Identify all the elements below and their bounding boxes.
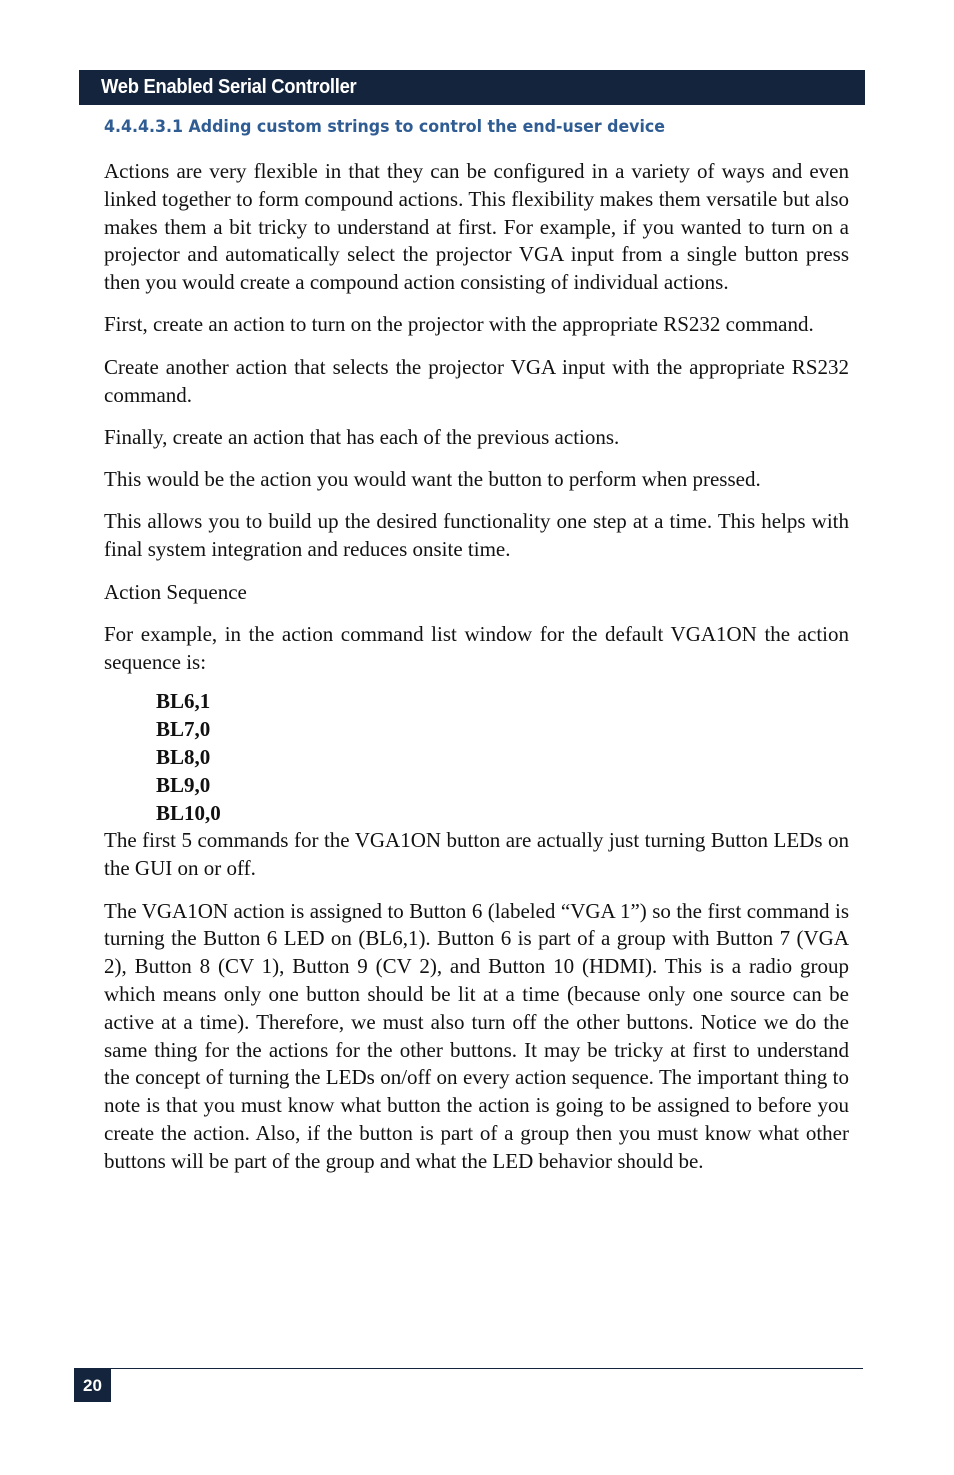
header-bar [79,70,865,105]
command-item: BL8,0 [156,745,211,770]
footer-divider [74,1368,863,1369]
paragraph-example: For example, in the action command list window for the default VGA1ON the action sequence is: [104,621,849,674]
page-number: 20 [74,1369,111,1402]
command-item: BL10,0 [156,800,221,825]
paragraph-step-1: First, create an action to turn on the projector with the appropriate RS232 command. [104,312,814,337]
paragraph-step-3: Finally, create an action that has each of the previous actions. [104,424,620,449]
body-content [104,158,849,1190]
command-list [156,688,849,827]
command-item: BL7,0 [156,717,211,742]
paragraph-benefit: This allows you to build up the desired functionality one step at a time. This helps with final system integration and reduces onsite time. [104,509,849,562]
paragraph-action-sequence-label: Action Sequence [104,579,247,604]
paragraph-commands-explained: The first 5 commands for the VGA1ON button are actually just turning Button LEDs on the GUI on or off. [104,828,849,881]
section-heading: 4.4.4.3.1 Adding custom strings to control the end-user device [104,117,666,137]
paragraph-step-2: Create another action that selects the projector VGA input with the appropriate RS232 command. [104,354,849,407]
paragraph-radio-group: The VGA1ON action is assigned to Button 6 (labeled “VGA 1”) so the first command is turning the Button 6 LED on (BL6,1). Button 6 is part of a group with Button 7 (VGA 2), Button 8 (CV 1), Button 9 (CV 2), and Button 10 (HDMI). This is a radio group which means only one button should be lit at a time (because only one source can be active at a time). Therefore, we must also turn off the other buttons. Notice we do the same thing for the actions for the other buttons. It may be tricky at first to understand the concept of turning the LEDs on/off on every action sequence. The important thing to note is that you must know what button the action is going to be assigned to before you create the action. Also, if the button is part of a group then you must know what other buttons will be part of the group and what the LED behavior should be. [104,898,849,1173]
paragraph-step-4: This would be the action you would want the button to perform when pressed. [104,467,761,492]
paragraph-intro: Actions are very flexible in that they can be configured in a variety of ways and even linked together to form compound actions. This flexibility makes them versatile but also makes them a bit tricky to understand at first. For example, if you wanted to turn on a projector and automatically select the projector VGA input from a single button press then you would create a compound action consisting of individual actions. [104,159,849,295]
header-title: Web Enabled Serial Controller [101,76,357,98]
command-item: BL9,0 [156,772,211,797]
command-item: BL6,1 [156,689,211,714]
